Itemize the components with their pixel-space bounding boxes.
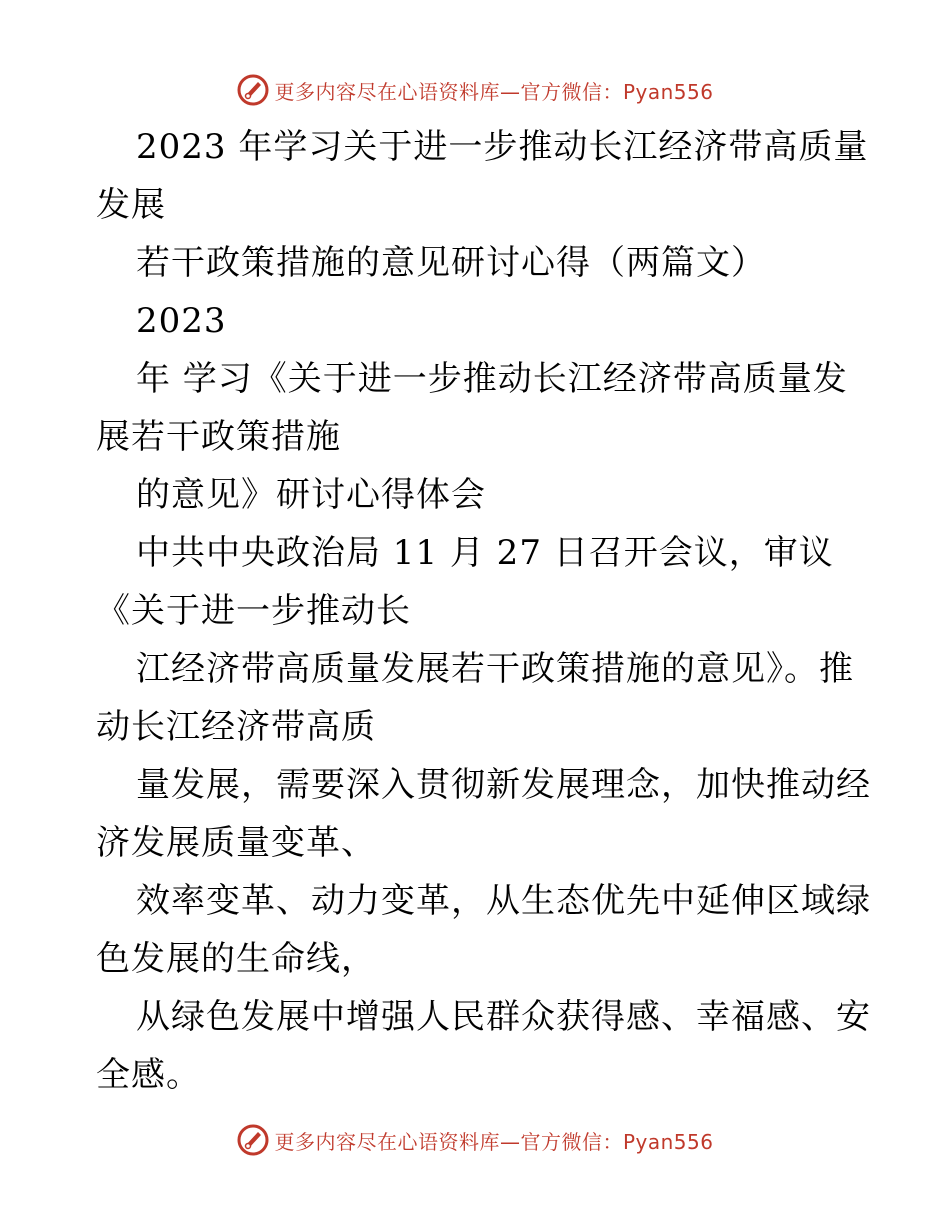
footer-banner [0, 1120, 950, 1160]
text-line: 济发展质量变革、 [96, 823, 376, 863]
text-line: 江经济带高质量发展若干政策措施的意见》。推 [136, 649, 854, 689]
text-line: 的意见》研讨心得体会 [136, 475, 486, 515]
text-line: 效率变革、动力变革，从生态优先中延伸区域绿 [136, 881, 871, 921]
text-line: 动长江经济带高质 [96, 707, 376, 747]
logo-icon [236, 73, 270, 107]
banner-text: 更多内容尽在心语资料库—官方微信：Pyan556 [274, 1129, 714, 1154]
text-line: 若干政策措施的意见研讨心得（两篇文） [136, 243, 766, 283]
text-line: 从绿色发展中增强人民群众获得感、幸福感、安 [136, 997, 871, 1037]
text-line: 2023 年学习关于进一步推动长江经济带高质量 [136, 127, 869, 167]
header-banner [0, 70, 950, 110]
text-line: 《关于进一步推动长 [96, 591, 411, 631]
document-body [96, 118, 871, 1104]
text-line: 全感。 [96, 1055, 201, 1095]
text-line: 年 学习《关于进一步推动长江经济带高质量发 [136, 359, 848, 399]
text-line: 发展 [96, 185, 166, 225]
text-line: 展若干政策措施 [96, 417, 341, 457]
text-line: 中共中央政治局 11 月 27 日召开会议，审议 [136, 533, 834, 573]
banner-text: 更多内容尽在心语资料库—官方微信：Pyan556 [274, 79, 714, 104]
text-line: 2023 [136, 301, 227, 341]
text-line: 量发展，需要深入贯彻新发展理念，加快推动经 [136, 765, 871, 805]
text-line: 色发展的生命线， [96, 939, 376, 979]
logo-icon [236, 1123, 270, 1157]
